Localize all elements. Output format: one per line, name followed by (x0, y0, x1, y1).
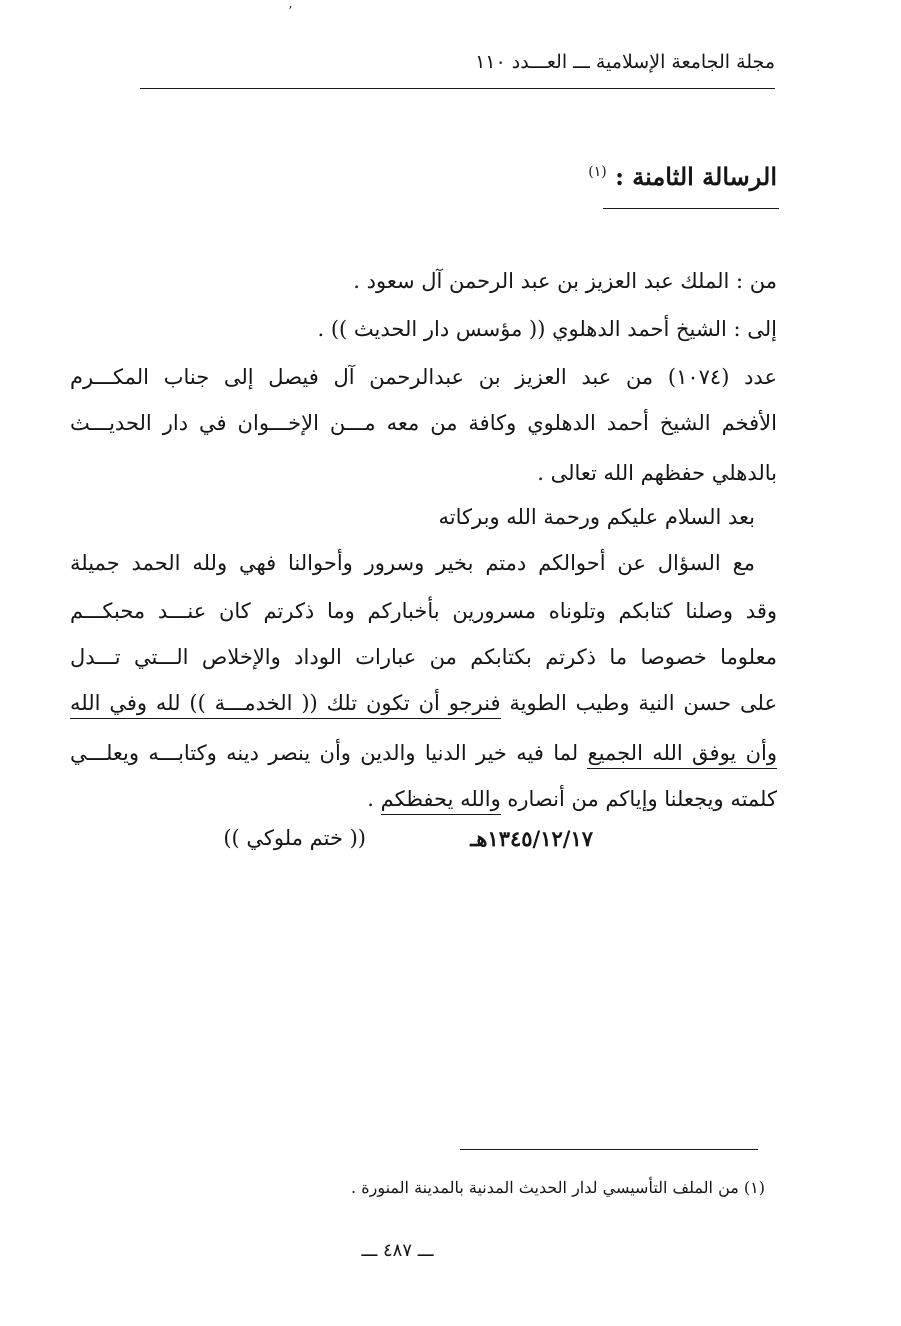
letter-heading-text: الرسالة الثامنة : (615, 162, 777, 191)
letter-heading (588, 162, 777, 191)
greeting-line: بعد السلام عليكم ورحمة الله وبركاته (438, 505, 755, 529)
letter-to-line: إلى : الشيخ أحمد الدهلوي (( مؤسس دار الحديث )) . (317, 317, 777, 341)
body-line-10 (367, 784, 777, 814)
footnote: (١) من الملف التأسيسي لدار الحديث المدنية بالمدينة المنورة . (351, 1178, 765, 1197)
body-line-8 (70, 688, 777, 718)
heading-underline (603, 208, 779, 209)
body-line-9-underlined: وأن يوفق الله الجميع (587, 741, 777, 769)
header-divider (140, 88, 775, 89)
body-line-2: الأفخم الشيخ أحمد الدهلوي وكافة من معه مـــن الإخـــوان في دار الحديـــث (70, 411, 777, 435)
body-line-6: وقد وصلنا كتابكم وتلوناه مسرورين بأخباركم وما ذكرتم كان عنـــد محبكـــم (70, 599, 777, 623)
running-header: مجلة الجامعة الإسلامية ـــ العـــدد ١١٠ (475, 51, 775, 73)
body-line-8-plain: على حسن النية وطيب الطوية (500, 691, 777, 715)
body-line-8-underlined: فنرجو أن تكون تلك (( الخدمـــة )) لله وفي الله (70, 691, 501, 719)
page-number: ـــ ٤٨٧ ـــ (361, 1240, 434, 1261)
body-line-5: مع السؤال عن أحوالكم دمتم بخير وسرور وأحوالنا فهي ولله الحمد جميلة (70, 551, 755, 575)
royal-seal-note: (( ختم ملوكي )) (223, 826, 366, 850)
body-line-10-plain: كلمته ويجعلنا وإياكم من أنصاره (500, 787, 777, 811)
body-line-9 (70, 738, 777, 768)
body-line-9-plain: لما فيه خير الدنيا والدين وأن ينصر دينه وكتابـــه ويعلـــي (70, 741, 588, 765)
stray-mark: ʼ (288, 4, 292, 18)
body-line-10-tail: . (367, 787, 381, 811)
footnote-divider (460, 1149, 758, 1150)
body-line-3: بالدهلي حفظهم الله تعالى . (537, 461, 777, 485)
footnote-reference[interactable]: (١) (588, 164, 607, 180)
letter-date: ١٣٤٥/١٢/١٧هـ (470, 826, 593, 851)
body-line-10-underlined: والله يحفظكم (381, 787, 501, 815)
body-line-7: معلوما خصوصا ما ذكرتم بكتابكم من عبارات الوداد والإخلاص الـــتي تـــدل (70, 645, 777, 669)
body-line-1: عدد (١٠٧٤) من عبد العزيز بن عبدالرحمن آل فيصل إلى جناب المكـــرم (70, 365, 777, 389)
letter-from-line: من : الملك عبد العزيز بن عبد الرحمن آل سعود . (353, 269, 777, 293)
